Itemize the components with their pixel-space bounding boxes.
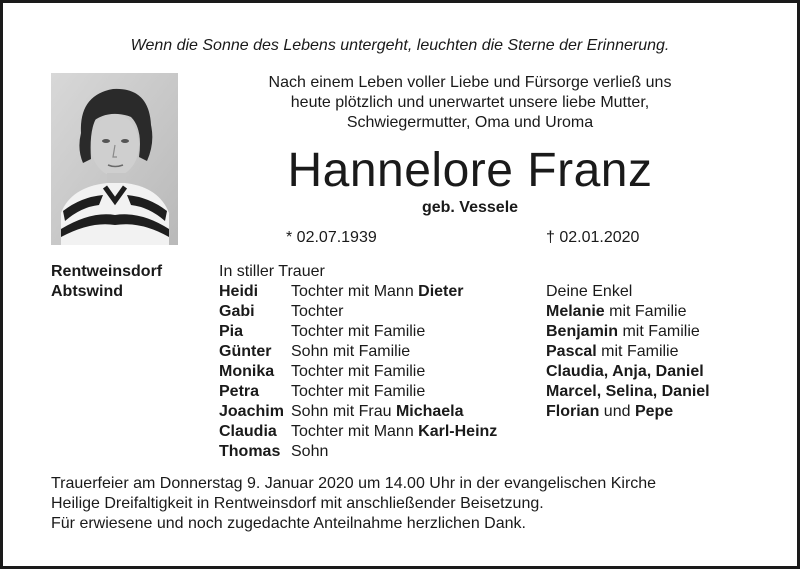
- grandchild-row: Pascal mit Familie: [546, 343, 679, 360]
- footer-line: Trauerfeier am Donnerstag 9. Januar 2020 um 14.00 Uhr in der evangelischen Kirche: [51, 475, 657, 492]
- family-relation: Tochter: [291, 303, 344, 320]
- funeral-info: [51, 474, 656, 534]
- family-relation: Tochter mit Mann Karl-Heinz: [291, 423, 498, 440]
- intro-line: Schwiegermutter, Oma und Uroma: [346, 114, 594, 131]
- family-relation: Tochter mit Familie: [291, 323, 426, 340]
- grandchild-row: Benjamin mit Familie: [546, 323, 700, 340]
- place-name: Rentweinsdorf: [51, 263, 163, 280]
- portrait-photo: [51, 73, 178, 245]
- family-member-name: Joachim: [219, 403, 284, 420]
- grandchildren-list: [546, 282, 710, 422]
- footer-line: Heilige Dreifaltigkeit in Rentweinsdorf mit anschließender Beisetzung.: [51, 495, 544, 512]
- intro-line: heute plötzlich und unerwartet unsere liebe Mutter,: [290, 94, 650, 111]
- place-name: Abtswind: [51, 283, 123, 300]
- grief-line: In stiller Trauer: [219, 263, 325, 280]
- family-member-name: Heidi: [219, 283, 259, 300]
- family-member-name: Pia: [219, 323, 244, 340]
- family-relation: Tochter mit Mann Dieter: [291, 283, 464, 300]
- deceased-name: Hannelore Franz: [287, 144, 653, 197]
- family-relation: Sohn: [291, 443, 329, 460]
- family-member-name: Thomas: [219, 443, 281, 460]
- motto: Wenn die Sonne des Lebens untergeht, leuchten die Sterne der Erinnerung.: [130, 37, 670, 54]
- intro-text: [230, 73, 710, 133]
- family-relation: Tochter mit Familie: [291, 383, 426, 400]
- family-member-name: Günter: [219, 343, 272, 360]
- family-relation: Sohn mit Frau Michaela: [291, 403, 464, 420]
- intro-line: Nach einem Leben voller Liebe und Fürsorge verließ uns: [268, 74, 672, 91]
- family-relation: Sohn mit Familie: [291, 343, 411, 360]
- family-member-name: Claudia: [219, 423, 277, 440]
- places: [51, 262, 162, 302]
- birth-date: * 02.07.1939: [286, 229, 377, 246]
- grandchild-row: Florian und Pepe: [546, 403, 674, 420]
- grandchild-row: Claudia, Anja, Daniel: [546, 363, 704, 380]
- death-date: † 02.01.2020: [546, 229, 640, 246]
- family-relation: Tochter mit Familie: [291, 363, 426, 380]
- family-member-name: Gabi: [219, 303, 255, 320]
- grandchildren-heading: Deine Enkel: [546, 283, 633, 300]
- grandchild-row: Melanie mit Familie: [546, 303, 687, 320]
- grandchild-row: Marcel, Selina, Daniel: [546, 383, 710, 400]
- family-member-name: Monika: [219, 363, 275, 380]
- maiden-name: geb. Vessele: [421, 199, 519, 216]
- family-member-name: Petra: [219, 383, 260, 400]
- footer-line: Für erwiesene und noch zugedachte Anteilnahme herzlichen Dank.: [51, 515, 526, 532]
